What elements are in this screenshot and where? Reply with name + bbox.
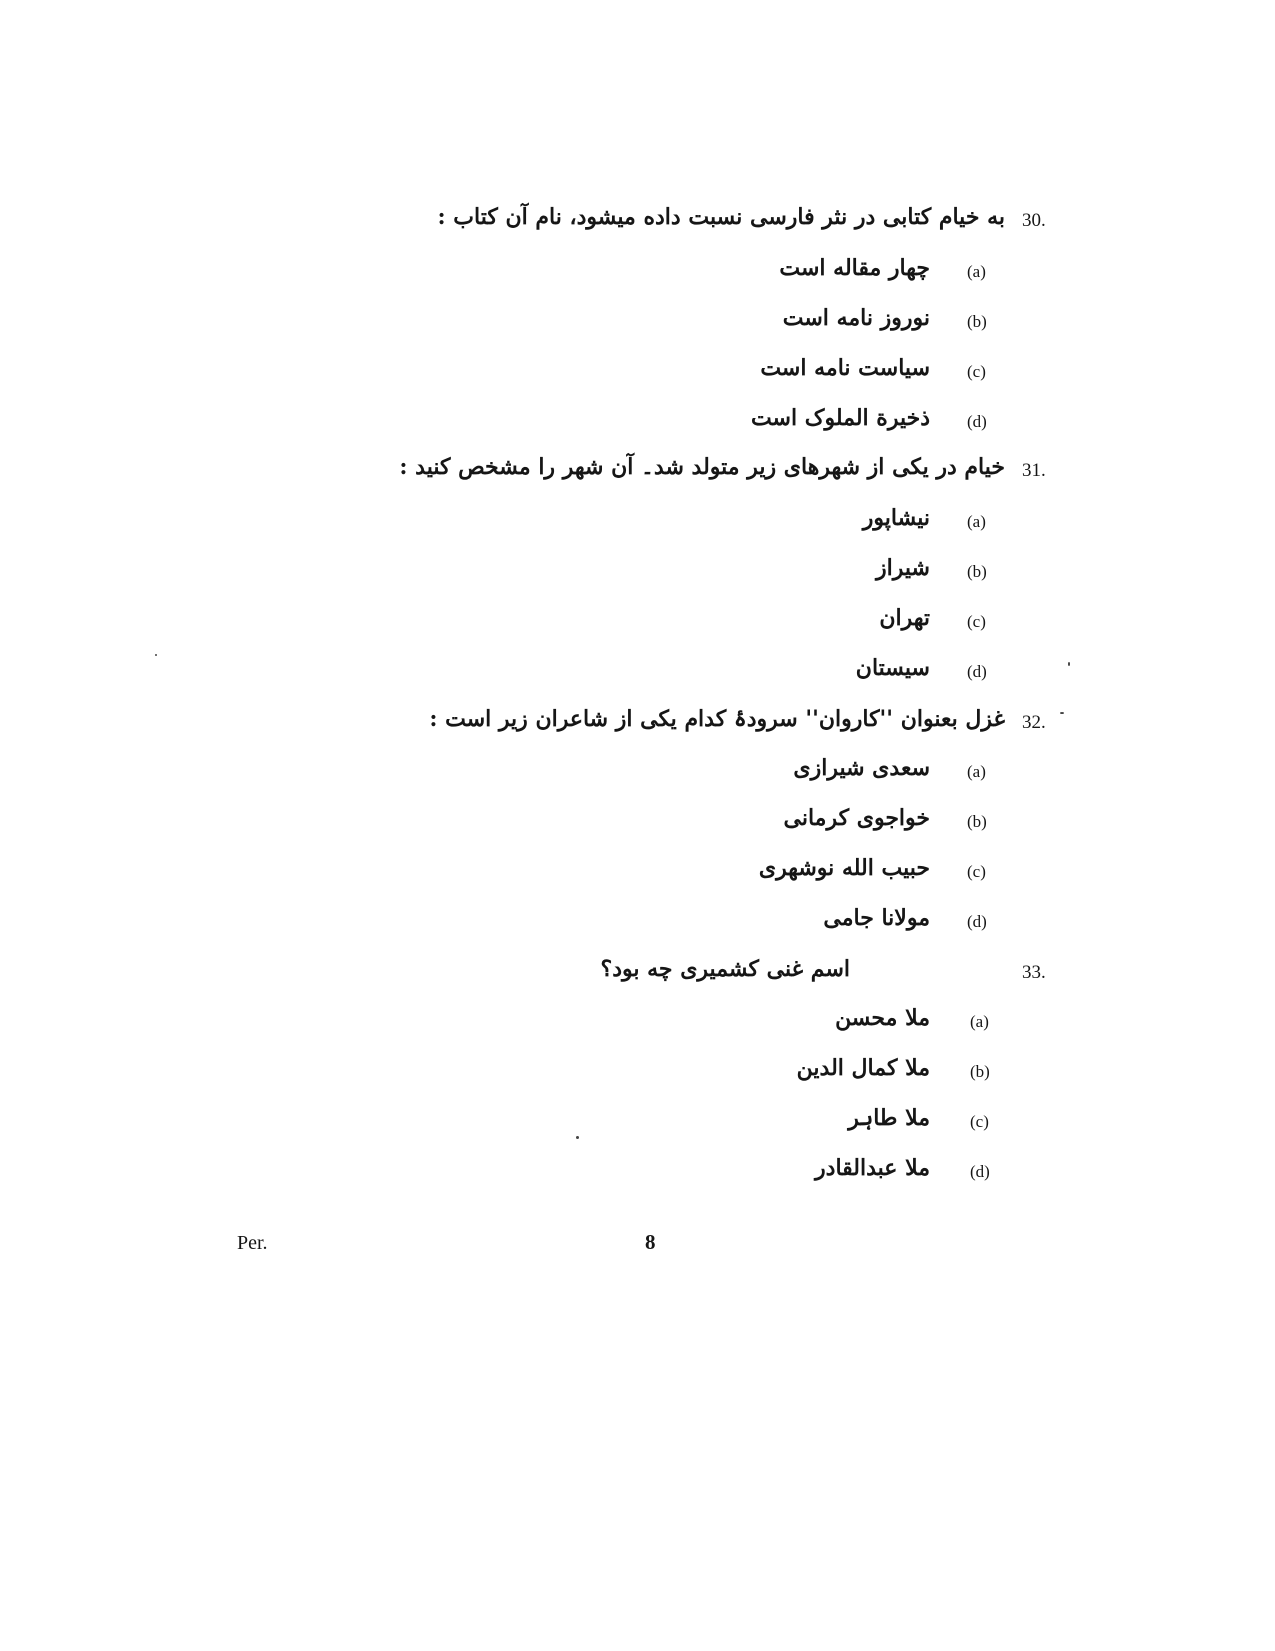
option-label: (d) xyxy=(967,662,987,681)
question-text: خیام در یکی از شهرهای زیر متولد شد۔ آن شهر را مشخص کنید : xyxy=(399,454,1005,480)
question-number: 30. xyxy=(1022,210,1046,231)
option-text: سیاست نامه است xyxy=(760,355,930,381)
option-label: (d) xyxy=(967,912,987,931)
option-label: (d) xyxy=(970,1162,990,1181)
page-number: 8 xyxy=(645,1230,656,1254)
option-label: (b) xyxy=(967,312,987,331)
option-text: سعدی شیرازی xyxy=(793,755,930,781)
option-label: (a) xyxy=(967,762,986,781)
option-label: (d) xyxy=(967,412,987,431)
option-text: خواجوی کرمانی xyxy=(783,805,930,831)
option-text: ملا عبدالقادر xyxy=(815,1155,930,1181)
option-text: سیستان xyxy=(855,655,930,681)
question-number: 33. xyxy=(1022,962,1046,983)
scan-speck xyxy=(155,654,157,656)
option-text: تهران xyxy=(879,605,930,631)
scan-speck xyxy=(1068,662,1070,666)
option-text: شیراز xyxy=(876,555,930,581)
scan-speck xyxy=(576,1136,579,1139)
option-text: چهار مقاله است xyxy=(779,255,930,281)
option-label: (b) xyxy=(967,562,987,581)
question-text: اسم غنی کشمیری چه بود؟ xyxy=(600,956,850,982)
paper-code: Per. xyxy=(237,1232,268,1254)
question-text: غزل بعنوان ''کاروان'' سرودۂ کدام یکی از شاعران زیر است : xyxy=(429,706,1005,732)
option-text: نیشاپور xyxy=(862,505,930,531)
scan-speck xyxy=(1060,712,1064,714)
option-label: (a) xyxy=(970,1012,989,1031)
option-label: (a) xyxy=(967,512,986,531)
option-text: مولانا جامی xyxy=(823,905,930,931)
option-label: (a) xyxy=(967,262,986,281)
option-text: نوروز نامه است xyxy=(782,305,930,331)
option-text: ملا طاہر xyxy=(848,1105,930,1131)
option-text: ذخیرة الملوک است xyxy=(750,405,930,431)
option-label: (b) xyxy=(970,1062,990,1081)
option-label: (c) xyxy=(967,612,986,631)
option-text: حبیب الله نوشهری xyxy=(758,855,930,881)
question-number: 32. xyxy=(1022,712,1046,733)
question-text: به خیام کتابی در نثر فارسی نسبت داده میشود، نام آن کتاب : xyxy=(437,204,1005,230)
option-text: ملا محسن xyxy=(835,1005,930,1031)
question-number: 31. xyxy=(1022,460,1046,481)
option-text: ملا کمال الدین xyxy=(796,1055,930,1081)
option-label: (c) xyxy=(970,1112,989,1131)
option-label: (c) xyxy=(967,362,986,381)
option-label: (c) xyxy=(967,862,986,881)
option-label: (b) xyxy=(967,812,987,831)
